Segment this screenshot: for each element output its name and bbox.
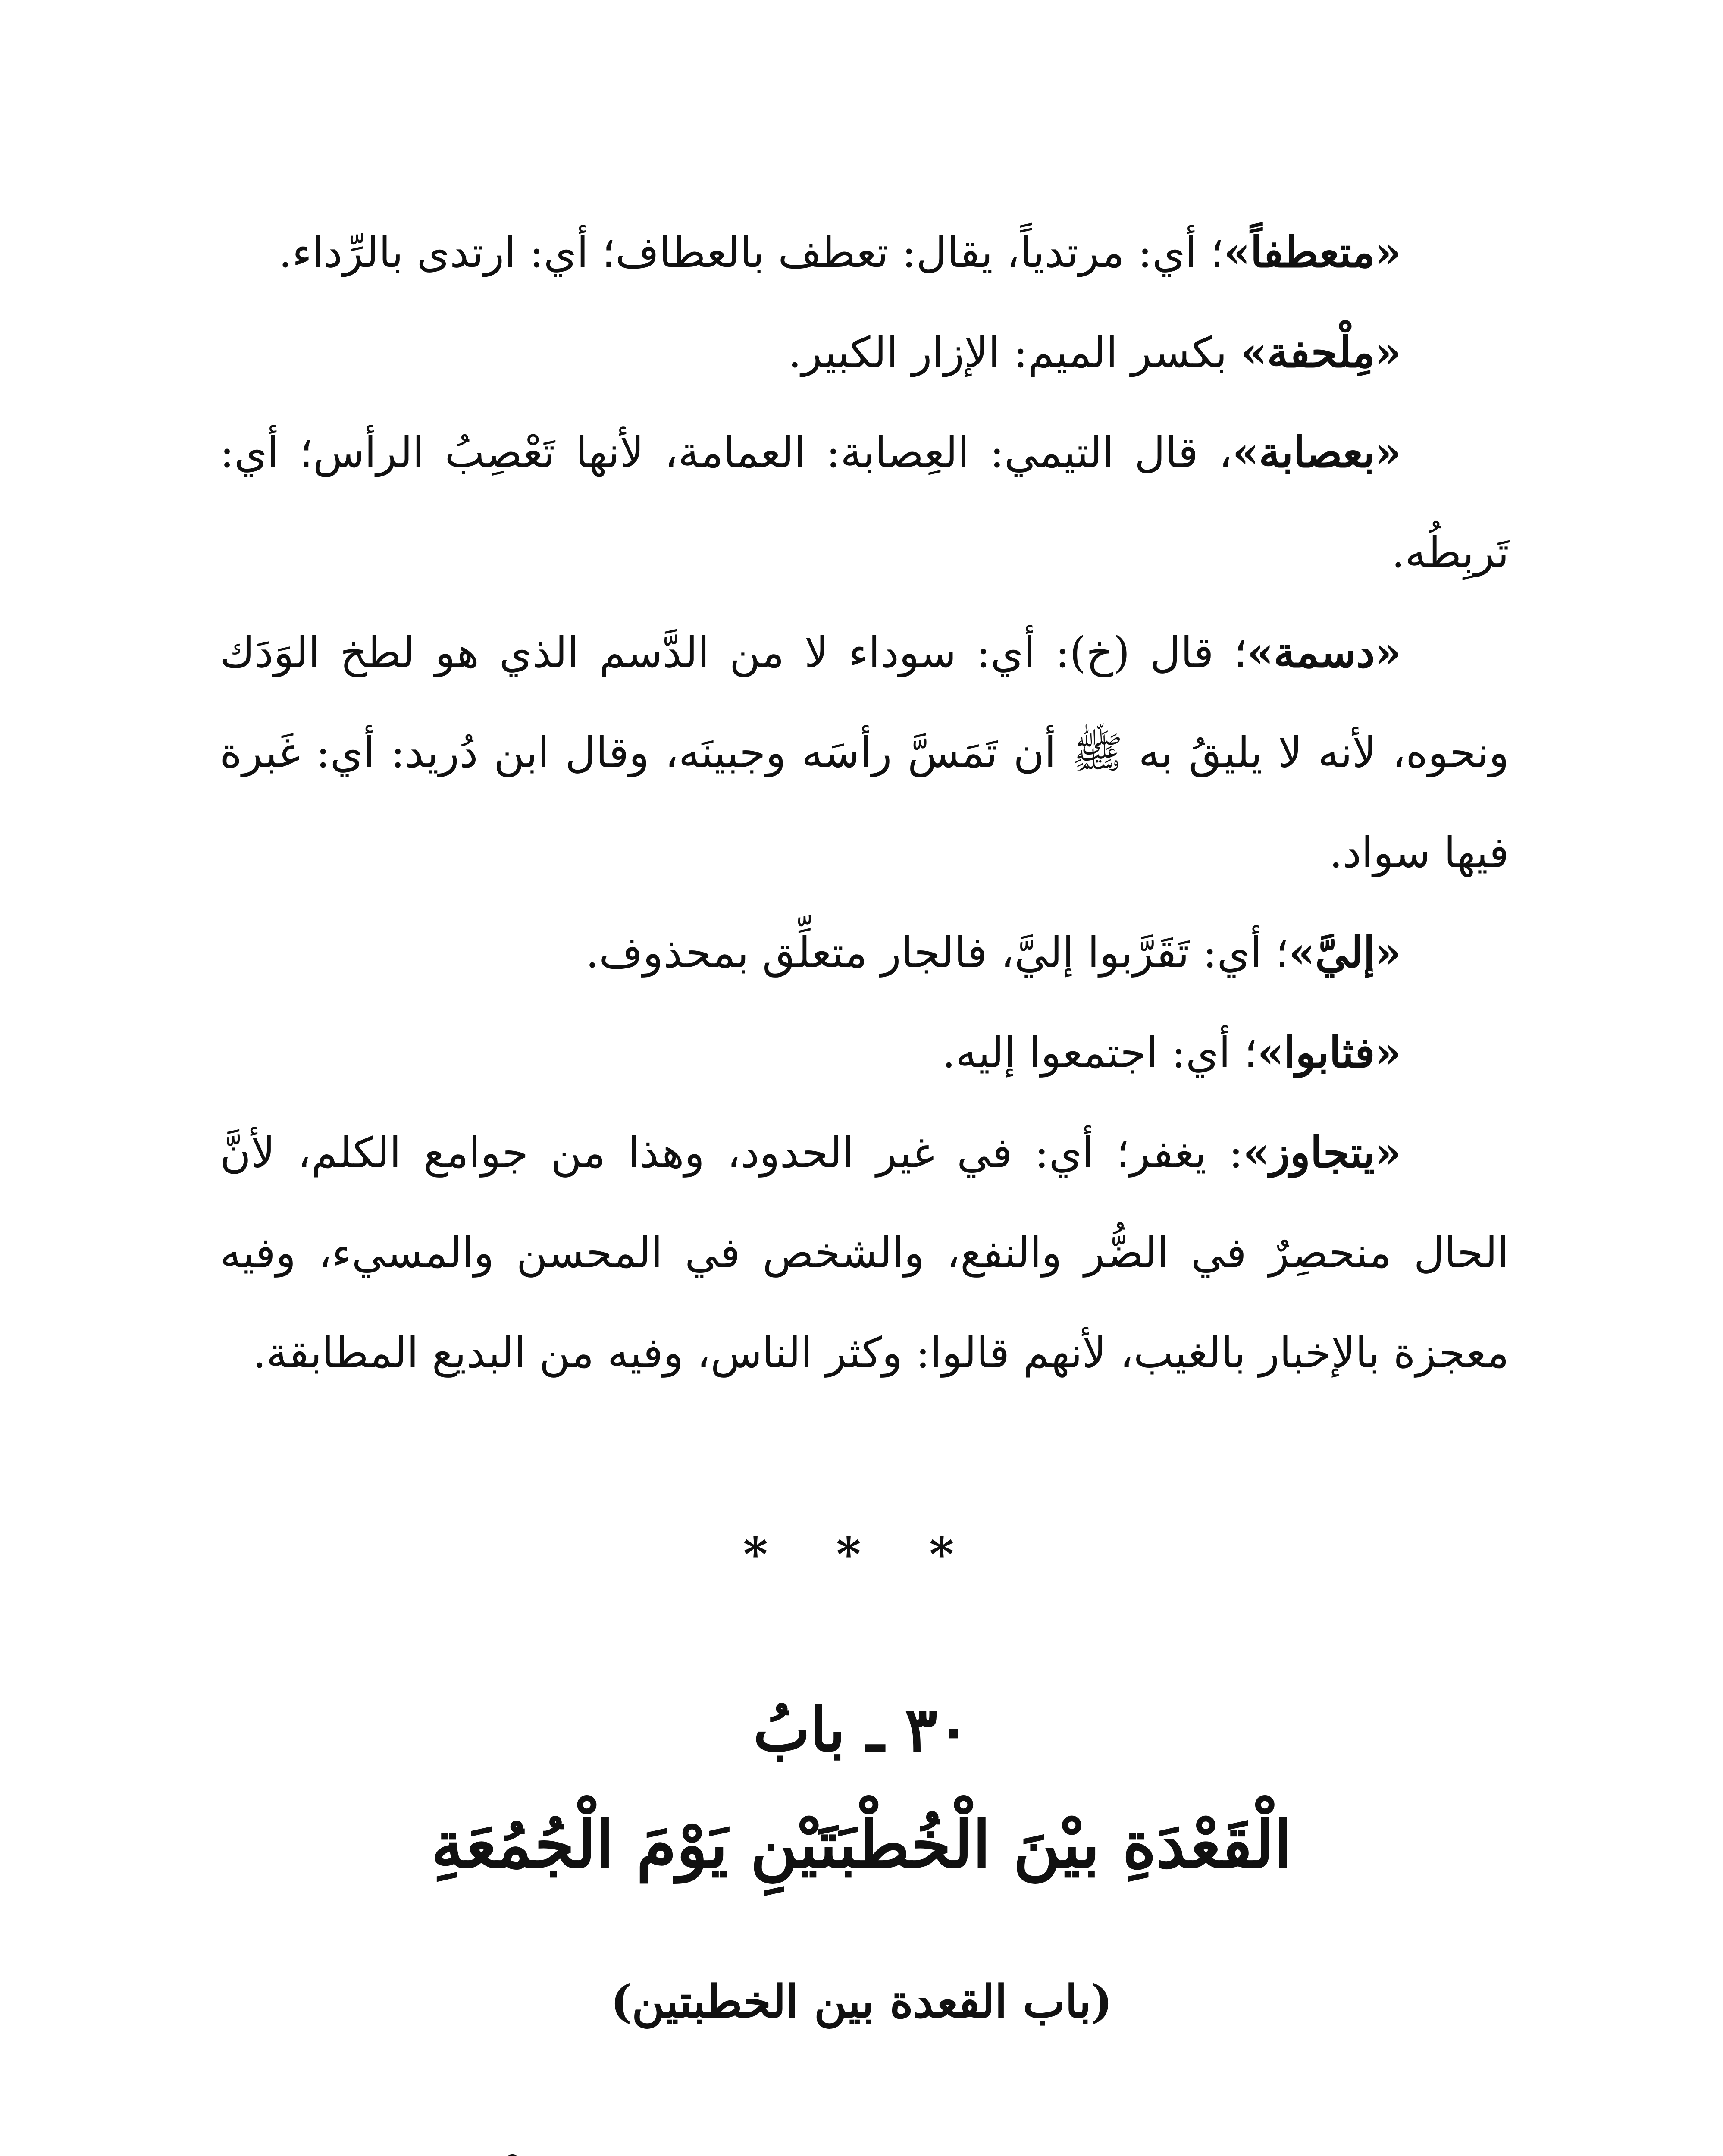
glossary-term: «فثابوا» [1257,1028,1401,1078]
glossary-explanation: ؛ أي: تَقَرَّبوا إليَّ، فالجار متعلِّق بمحذوف. [586,928,1289,978]
section-separator: * * * [743,1526,980,1582]
glossary-explanation: بكسر الميم: الإزار الكبير. [788,328,1241,377]
chapter-subtitle: (باب القعدة بين الخطبتين) [611,1975,1112,2028]
glossary-term: «بعصابة» [1232,428,1401,477]
chapter-number: ٣٠ ـ بابُ [753,1695,970,1765]
commentary-paragraph [220,603,1509,903]
hadith-text [220,2139,1509,2156]
glossary-explanation: ؛ أي: مرتدياً، يقال: تعطف بالعطاف؛ أي: ارتدى بالرِّداء. [279,228,1224,277]
glossary-explanation: : يغفر؛ أي: في غير الحدود، وهذا من جوامع الكلم، لأنَّ الحال منحصِرٌ في الضُّر والنفع، والشخص في المحسن والمسيء، وفيه معجزة بالإخبار بالغيب، لأنهم قالوا: وكثر الناس، وفيه من البديع المطابقة. [220,1128,1509,1378]
glossary-explanation: ، قال التيمي: العِصابة: العمامة، لأنها تَعْصِبُ الرأس؛ أي: تَربِطُه. [220,428,1509,577]
commentary-paragraph [220,903,1509,1003]
glossary-term: «إليَّ» [1288,928,1401,978]
commentary-paragraph [220,1103,1509,1403]
commentary-paragraph [220,303,1509,403]
commentary-paragraph [220,1003,1509,1103]
glossary-term: «مِلْحفة» [1241,328,1401,377]
glossary-explanation: ؛ قال (خ): أي: سوداء لا من الدَّسم الذي هو لطخ الوَدَك ونحوه، لأنه لا يليقُ به ﷺ أن تَمَسَّ رأسَه وجبينَه، وقال ابن دُريد: أي: غَبرة فيها سواد. [220,628,1509,877]
commentary-section [220,203,1509,1403]
commentary-paragraph [220,403,1509,603]
chapter-title: الْقَعْدَةِ بيْنَ الْخُطْبَتَيْنِ يَوْمَ الْجُمُعَةِ [431,1807,1292,1883]
glossary-term: «يتجاوز» [1243,1128,1401,1178]
hadith-line [220,2139,1509,2156]
glossary-term: «دسمة» [1247,628,1401,677]
glossary-explanation: ؛ أي: اجتمعوا إليه. [942,1028,1258,1078]
commentary-paragraph [220,203,1509,303]
glossary-term: «متعطفاً» [1224,228,1401,277]
